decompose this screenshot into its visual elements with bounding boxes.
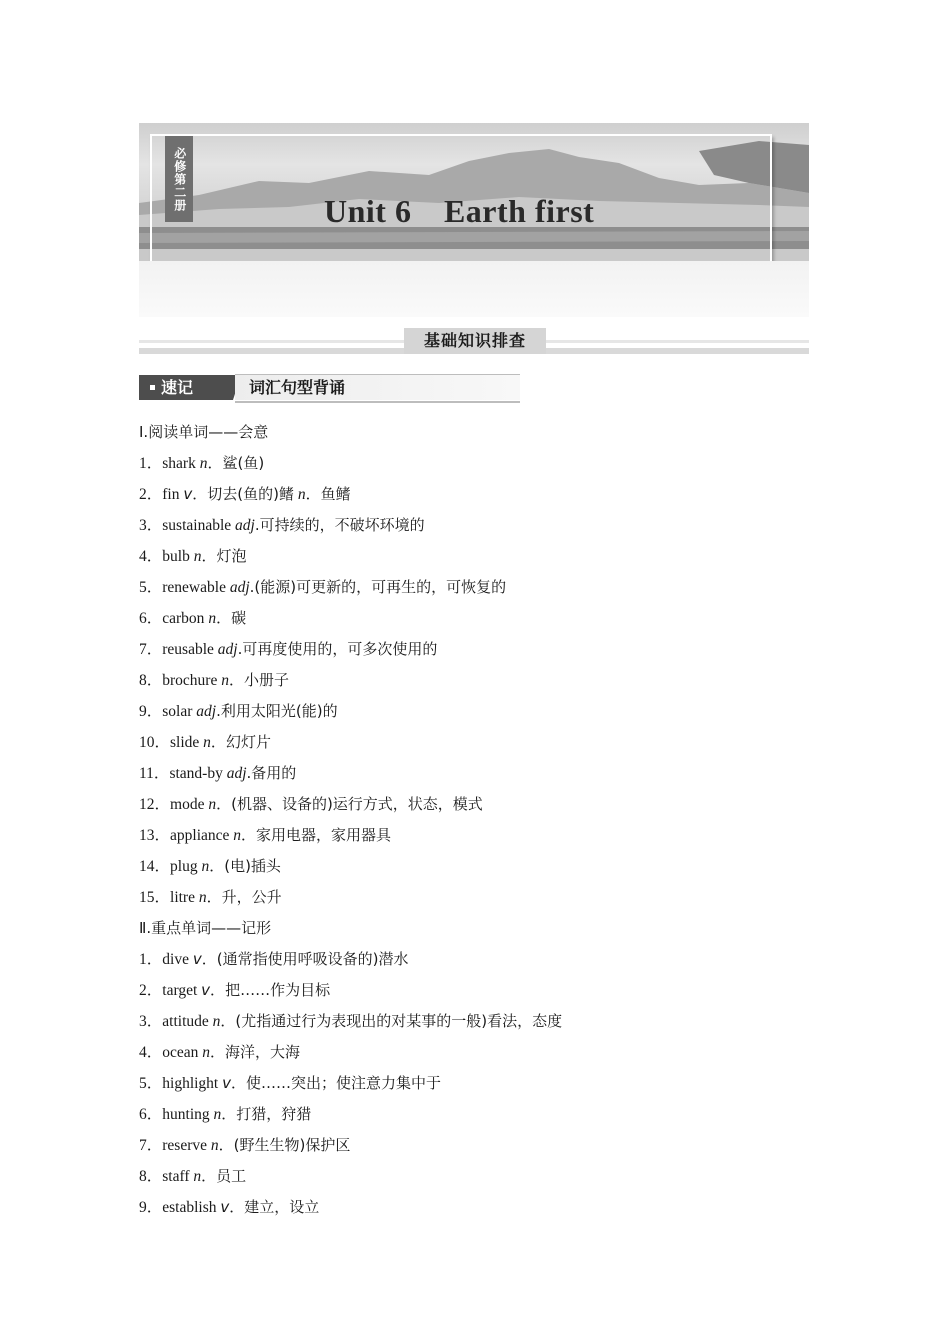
- separator: ．: [231, 1074, 247, 1092]
- separator: ．: [229, 1198, 245, 1216]
- item-number: 2．: [139, 982, 163, 999]
- definition: 幻灯片: [225, 733, 271, 751]
- item-number: 3．: [139, 517, 163, 534]
- part-of-speech: n: [202, 1044, 211, 1061]
- part1-heading: Ⅰ.阅读单词——会意: [139, 423, 269, 441]
- part-of-speech: n: [198, 889, 207, 906]
- part2-items: [139, 944, 819, 1223]
- vocab-item: [139, 603, 819, 634]
- part-of-speech: adj: [229, 579, 250, 596]
- definition: (尤指通过行为表现出的对某事的一般)看法，态度: [235, 1012, 563, 1030]
- vocab-item: [139, 696, 819, 727]
- vocab-word: renewable: [162, 579, 226, 596]
- separator: ．: [201, 547, 217, 565]
- part-of-speech: n: [208, 610, 217, 627]
- vocab-word: target: [162, 982, 198, 999]
- vocab-word: plug: [170, 858, 198, 875]
- item-number: 11．: [139, 765, 170, 782]
- banner-shadow: [139, 261, 809, 317]
- item-number: 6．: [139, 610, 163, 627]
- separator: ．: [210, 733, 226, 751]
- vocab-word: staff: [162, 1168, 190, 1185]
- vocab-word: litre: [170, 889, 195, 906]
- part-of-speech: n: [213, 1106, 222, 1123]
- part-of-speech: n: [233, 827, 242, 844]
- separator: .: [246, 764, 252, 782]
- vocab-word: sustainable: [162, 517, 232, 534]
- item-number: 7．: [139, 1137, 163, 1154]
- vocab-word: reserve: [162, 1137, 208, 1154]
- vocab-word: ocean: [162, 1044, 199, 1061]
- square-bullet-icon: [150, 385, 155, 390]
- separator: .: [216, 702, 221, 720]
- item-number: 9．: [139, 1199, 163, 1216]
- item-number: 8．: [139, 1168, 163, 1185]
- tag-left-text: 速记: [161, 378, 194, 397]
- item-number: 15．: [139, 889, 171, 906]
- vocab-item: [139, 944, 819, 975]
- part-of-speech: adj: [235, 517, 255, 534]
- definition: (电)插头: [224, 857, 281, 875]
- definition: 升，公升: [221, 888, 282, 906]
- item-number: 5．: [139, 579, 163, 596]
- vocab-item: [139, 1006, 819, 1037]
- part-of-speech: v: [192, 950, 202, 968]
- vocab-item: [139, 510, 819, 541]
- separator: .: [249, 578, 255, 596]
- vocab-item: [139, 1099, 819, 1130]
- tag-label-left: [139, 375, 227, 400]
- definition: (野生生物)保护区: [233, 1136, 351, 1154]
- part-of-speech-2: n: [297, 486, 306, 503]
- part-of-speech: v: [222, 1074, 232, 1092]
- part-of-speech: n: [210, 1137, 219, 1154]
- vocab-word: fin: [162, 486, 180, 503]
- definition: 家用电器，家用器具: [256, 826, 392, 844]
- part-of-speech: n: [199, 455, 208, 472]
- definition: (通常指使用呼吸设备的)潜水: [216, 950, 409, 968]
- definition: 建立，设立: [244, 1198, 320, 1216]
- item-number: 14．: [139, 858, 171, 875]
- item-number: 3．: [139, 1013, 163, 1030]
- volume-tag: 必修第二册: [165, 136, 193, 222]
- unit-title: Unit 6 Earth first: [324, 193, 595, 229]
- separator: ．: [216, 609, 232, 627]
- item-number: 4．: [139, 548, 163, 565]
- part-of-speech: n: [193, 1168, 202, 1185]
- definition: 把……作为目标: [225, 981, 331, 999]
- item-number: 12．: [139, 796, 171, 813]
- definition: 碳: [231, 609, 247, 627]
- definition: 海洋，大海: [225, 1043, 301, 1061]
- vocab-word: appliance: [170, 827, 230, 844]
- separator: ．: [207, 454, 223, 472]
- separator: ．: [201, 950, 217, 968]
- vocab-item: [139, 758, 819, 789]
- vocab-word: establish: [162, 1199, 217, 1216]
- vocab-item: [139, 975, 819, 1006]
- definition: 灯泡: [216, 547, 247, 565]
- section-title: 基础知识排查: [404, 328, 546, 354]
- separator: ．: [218, 1136, 234, 1154]
- part-of-speech: n: [193, 548, 202, 565]
- part-of-speech: v: [183, 485, 193, 503]
- separator: ．: [241, 826, 257, 844]
- definition: 小册子: [244, 671, 290, 689]
- part-of-speech: n: [208, 796, 217, 813]
- definition: 可再度使用的，可多次使用的: [242, 640, 438, 658]
- definition: 可持续的，不破坏环境的: [259, 516, 425, 534]
- vocab-item: [139, 634, 819, 665]
- vocab-word: bulb: [162, 548, 190, 565]
- part-of-speech: v: [220, 1198, 230, 1216]
- definition: (能源)可更新的，可再生的，可恢复的: [254, 578, 507, 596]
- part-of-speech: n: [212, 1013, 221, 1030]
- vocab-item: [139, 572, 819, 603]
- vocab-word: brochure: [162, 672, 218, 689]
- vocab-item: [139, 665, 819, 696]
- separator: ．: [216, 795, 232, 813]
- item-number: 4．: [139, 1044, 163, 1061]
- vocab-word: slide: [170, 734, 200, 751]
- vocab-word: highlight: [162, 1075, 219, 1092]
- part-of-speech: adj: [217, 641, 238, 658]
- vocab-item: [139, 448, 819, 479]
- vocab-item: [139, 1192, 819, 1223]
- vocab-item: [139, 882, 819, 913]
- vocab-item: [139, 727, 819, 758]
- part-of-speech: v: [201, 981, 211, 999]
- vocab-item: [139, 1068, 819, 1099]
- item-number: 13．: [139, 827, 171, 844]
- definition: 备用的: [251, 764, 297, 782]
- vocab-word: hunting: [162, 1106, 210, 1123]
- vocab-word: solar: [162, 703, 193, 720]
- vocab-word: attitude: [162, 1013, 209, 1030]
- vocab-word: stand-by: [169, 765, 223, 782]
- vocab-word: carbon: [162, 610, 205, 627]
- definition: 利用太阳光(能)的: [220, 702, 338, 720]
- item-number: 2．: [139, 486, 163, 503]
- item-number: 9．: [139, 703, 163, 720]
- vocabulary-list: [139, 417, 819, 1223]
- vocab-word: reusable: [162, 641, 214, 658]
- part-of-speech: adj: [226, 765, 247, 782]
- item-number: 10．: [139, 734, 171, 751]
- subsection-tag: [139, 374, 520, 404]
- vocab-word: mode: [170, 796, 205, 813]
- tag-rule-bottom: [235, 401, 520, 403]
- definition-2: 鱼鳍: [320, 485, 351, 503]
- vocab-item: [139, 1037, 819, 1068]
- separator: .: [254, 516, 260, 534]
- vocab-item: [139, 851, 819, 882]
- separator: .: [237, 640, 243, 658]
- vocab-item: [139, 789, 819, 820]
- item-number: 1．: [139, 455, 163, 472]
- vocab-word: dive: [162, 951, 189, 968]
- definition: 切去(鱼的)鳍: [207, 485, 294, 503]
- part1-items: [139, 448, 819, 913]
- vocab-item: [139, 1161, 819, 1192]
- vocab-word: shark: [162, 455, 196, 472]
- definition: 使……突出；使注意力集中于: [246, 1074, 442, 1092]
- part-of-speech: adj: [196, 703, 217, 720]
- item-number: 5．: [139, 1075, 163, 1092]
- part-of-speech: n: [203, 734, 211, 751]
- separator: ．: [210, 981, 226, 999]
- part-of-speech: n: [201, 858, 210, 875]
- definition: 鲨(鱼): [222, 454, 265, 472]
- separator: ．: [201, 1167, 217, 1185]
- vocab-item: [139, 820, 819, 851]
- definition: (机器、设备的)运行方式，状态，模式: [231, 795, 483, 813]
- part2-heading: Ⅱ.重点单词——记形: [139, 919, 272, 937]
- separator: ．: [192, 485, 208, 503]
- separator-2: ．: [305, 485, 321, 503]
- item-number: 7．: [139, 641, 163, 658]
- item-number: 6．: [139, 1106, 163, 1123]
- vocab-item: [139, 1130, 819, 1161]
- separator: ．: [221, 1105, 237, 1123]
- separator: ．: [206, 888, 222, 906]
- definition: 员工: [216, 1167, 247, 1185]
- item-number: 1．: [139, 951, 163, 968]
- tag-label-right: 词汇句型背诵: [235, 375, 520, 400]
- part-of-speech: n: [221, 672, 229, 689]
- vocab-item: [139, 479, 819, 510]
- separator: ．: [228, 671, 244, 689]
- separator: ．: [210, 1043, 226, 1061]
- item-number: 8．: [139, 672, 163, 689]
- separator: ．: [220, 1012, 236, 1030]
- separator: ．: [209, 857, 225, 875]
- definition: 打猎，狩猎: [236, 1105, 312, 1123]
- vocab-item: [139, 541, 819, 572]
